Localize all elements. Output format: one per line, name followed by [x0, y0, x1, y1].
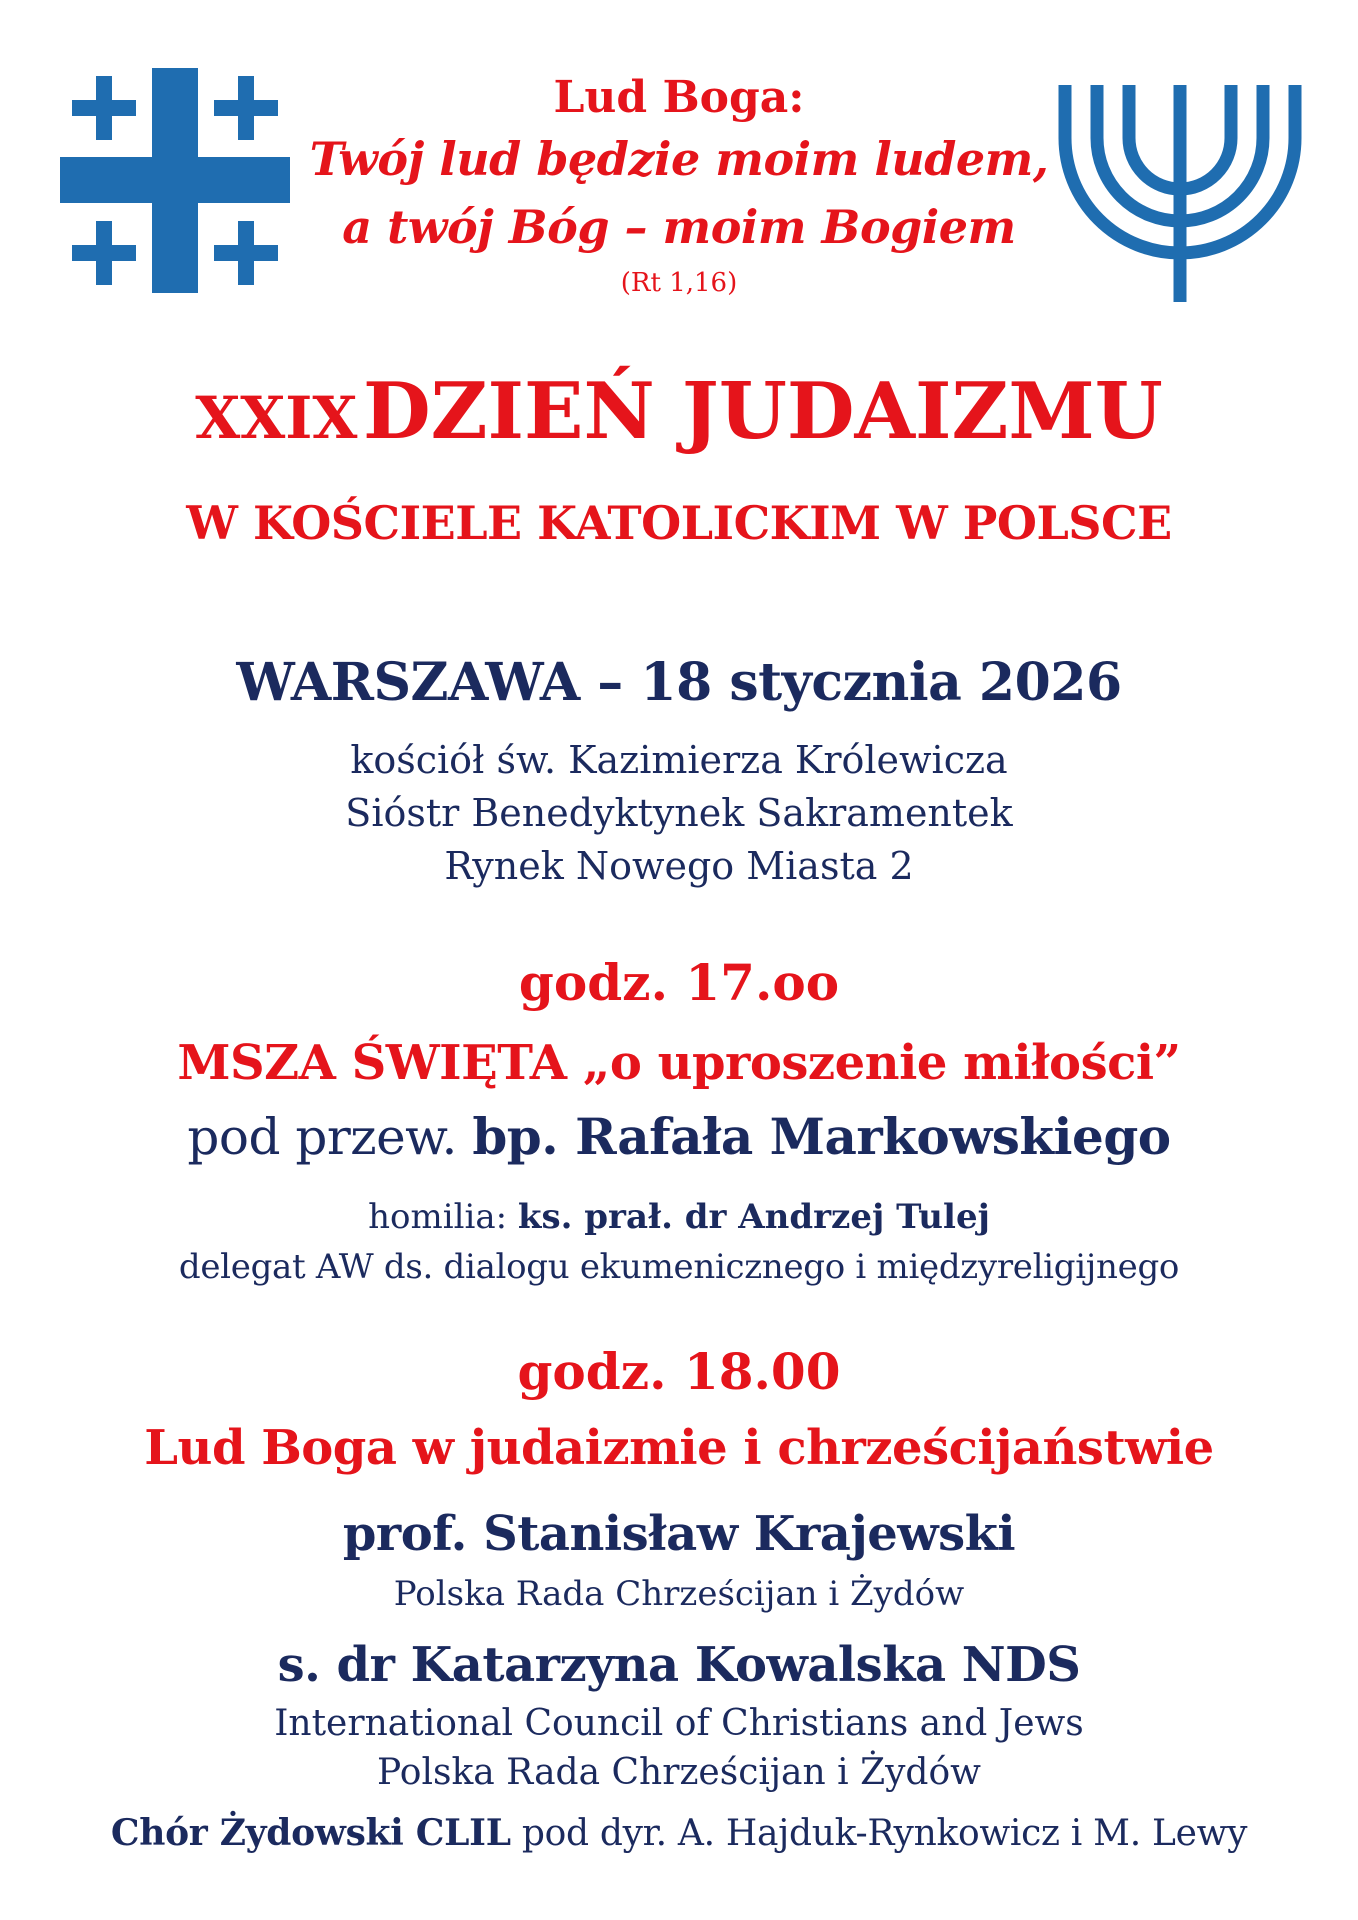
presider-name: bp. Rafała Markowskiego	[472, 1107, 1171, 1166]
address-line-1: kościół św. Kazimierza Królewicza	[350, 738, 1008, 782]
choir	[0, 1812, 1358, 1854]
choir-name: Chór Żydowski CLIL	[110, 1812, 511, 1854]
speaker-1-name: prof. Stanisław Krajewski	[342, 1506, 1016, 1562]
speaker-2-name: s. dr Katarzyna Kowalska NDS	[277, 1637, 1081, 1693]
event-numeral: XXIX	[195, 384, 358, 452]
address-line-2: Sióstr Benedyktynek Sakramentek	[345, 791, 1013, 835]
speaker-2-org-1: International Council of Christians and Jews	[274, 1703, 1084, 1744]
event-name: DZIEŃ JUDAIZMU	[362, 366, 1163, 457]
motto-title: Lud Boga:	[553, 72, 805, 123]
homily-label: homilia:	[368, 1197, 508, 1237]
homilist-role: delegat AW ds. dialogu ekumenicznego i międzyreligijnego	[178, 1247, 1180, 1287]
motto-quote-line-2: a twój Bóg – moim Bogiem	[342, 200, 1016, 254]
homilist-name: ks. prał. dr Andrzej Tulej	[517, 1197, 990, 1237]
lecture-title: Lud Boga w judaizmie i chrześcijaństwie	[144, 1420, 1214, 1476]
event-subtitle: W KOŚCIELE KATOLICKIM W POLSCE	[186, 496, 1172, 550]
homily	[0, 1197, 1358, 1237]
presider-prefix: pod przew.	[187, 1108, 457, 1166]
motto-reference: (Rt 1,16)	[620, 268, 738, 298]
mass-time: godz. 17.oo	[518, 953, 840, 1012]
address-line-3: Rynek Nowego Miasta 2	[444, 844, 914, 888]
speaker-2-org-2: Polska Rada Chrześcijan i Żydów	[377, 1752, 981, 1793]
mass-presider	[0, 1107, 1358, 1166]
motto-quote-line-1: Twój lud będzie moim ludem,	[309, 132, 1049, 186]
mass-title: MSZA ŚWIĘTA „o uproszenie miłości”	[177, 1035, 1181, 1091]
event-title	[0, 366, 1358, 457]
speaker-1-org: Polska Rada Chrześcijan i Żydów	[393, 1574, 965, 1614]
lecture-time: godz. 18.00	[517, 1342, 841, 1401]
choir-conductors: pod dyr. A. Hajduk-Rynkowicz i M. Lewy	[521, 1813, 1248, 1854]
city-date: WARSZAWA – 18 stycznia 2026	[236, 652, 1122, 713]
